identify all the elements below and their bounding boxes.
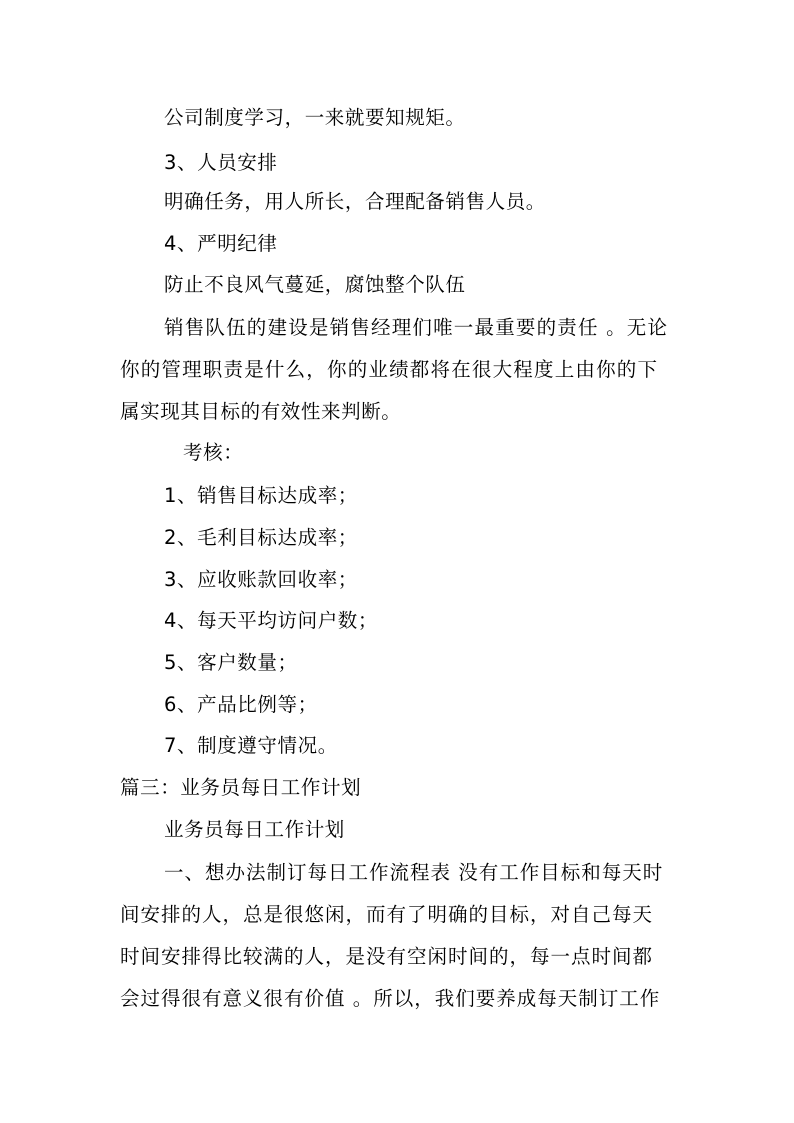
paragraph-line: 属实现其目标的有效性来判断。 [120,400,402,423]
list-heading: 4、严明纪律 [164,232,278,255]
paragraph-line: 间安排的人，总是很悠闲，而有了明确的目标，对自己每天 [120,903,654,926]
paragraph-line: 公司制度学习，一来就要知规矩。 [164,106,466,129]
list-item: 6、产品比例等； [164,693,318,716]
paragraph-line: 销售队伍的建设是销售经理们唯一最重要的责任 。无论 [164,316,669,339]
paragraph-line: 你的管理职责是什么，你的业绩都将在很大程度上由你的下 [120,358,659,381]
list-heading: 3、人员安排 [164,151,278,174]
paragraph-line: 明确任务，用人所长，合理配备销售人员。 [164,190,546,213]
list-item: 4、每天平均访问户数； [164,609,379,632]
paragraph-line: 一、想办法制订每日工作流程表 没有工作目标和每天时 [164,861,664,884]
section-label: 考核： [183,441,244,464]
paragraph-line: 防止不良风气蔓延，腐蚀整个队伍 [164,273,466,296]
section-title: 业务员每日工作计划 [164,818,345,841]
paragraph-line: 会过得很有意义很有价值 。所以，我们要养成每天制订工作 [120,987,661,1010]
list-item: 1、销售目标达成率； [164,484,358,507]
list-item: 7、制度遵守情况。 [164,734,338,757]
paragraph-line: 时间安排得比较满的人，是没有空闲时间的，每一点时间都 [120,945,654,968]
list-item: 5、客户数量； [164,651,298,674]
list-item: 2、毛利目标达成率； [164,526,358,549]
list-item: 3、应收账款回收率； [164,568,358,591]
chapter-heading: 篇三：业务员每日工作计划 [120,776,362,799]
